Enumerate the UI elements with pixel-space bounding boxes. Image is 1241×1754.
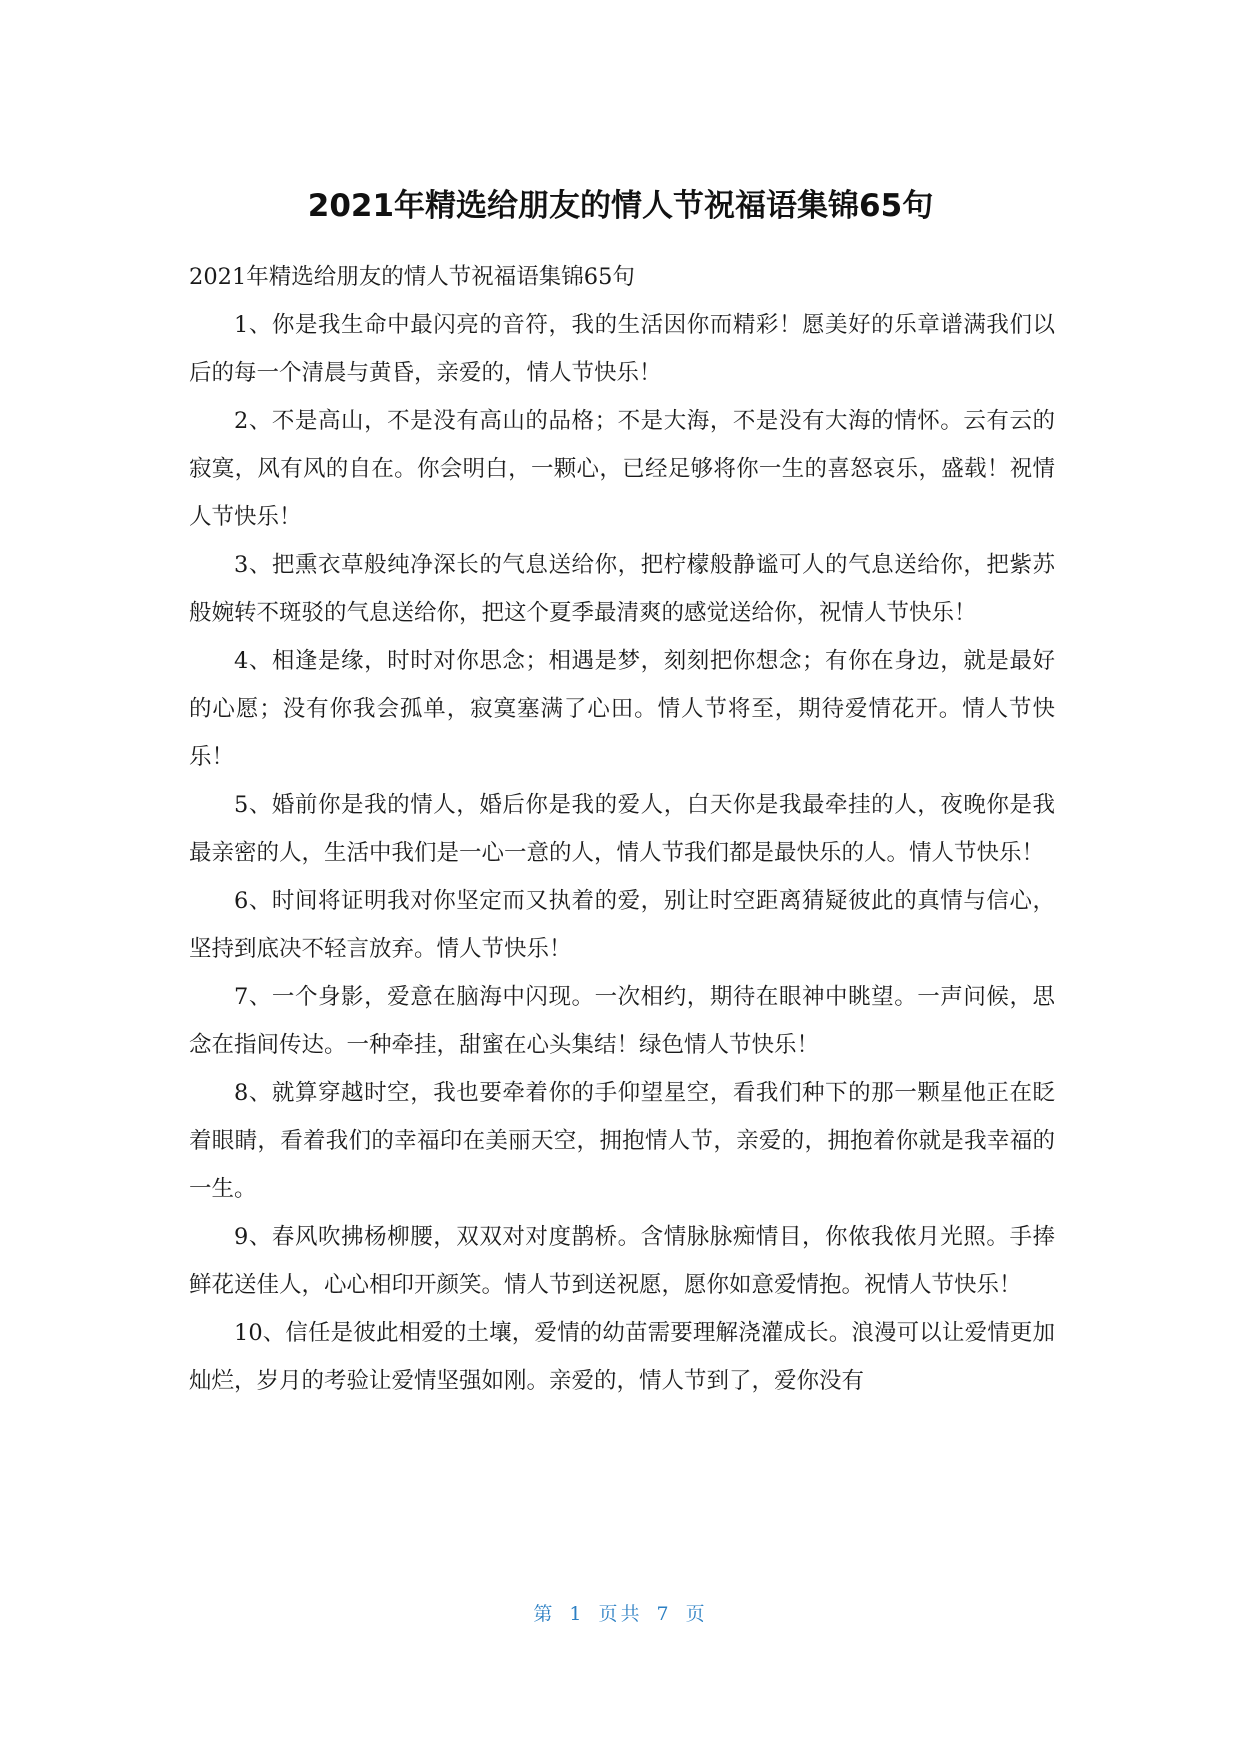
paragraph: 9、春风吹拂杨柳腰，双双对对度鹊桥。含情脉脉痴情目，你侬我侬月光照。手捧鲜花送佳人，心心相印开颜笑。情人节到送祝愿，愿你如意爱情抱。祝情人节快乐！ (189, 1224, 1055, 1298)
paragraph: 1、你是我生命中最闪亮的音符，我的生活因你而精彩！愿美好的乐章谱满我们以后的每一个清晨与黄昏，亲爱的，情人节快乐！ (189, 312, 1055, 386)
paragraph: 10、信任是彼此相爱的土壤，爱情的幼苗需要理解浇灌成长。浪漫可以让爱情更加灿烂，岁月的考验让爱情坚强如刚。亲爱的，情人节到了，爱你没有 (189, 1320, 1055, 1394)
document-subtitle: 2021年精选给朋友的情人节祝福语集锦65句 (189, 264, 635, 290)
page-footer (0, 1600, 1241, 1628)
footer-prefix: 第 (533, 1603, 556, 1625)
paragraph: 6、时间将证明我对你坚定而又执着的爱，别让时空距离猜疑彼此的真情与信心，坚持到底决不轻言放弃。情人节快乐！ (189, 888, 1055, 962)
document-body (189, 253, 1055, 1405)
document-title: 2021年精选给朋友的情人节祝福语集锦65句 (307, 188, 934, 224)
paragraph: 7、一个身影，爱意在脑海中闪现。一次相约，期待在眼神中眺望。一声问候，思念在指间传达。一种牵挂，甜蜜在心头集结！绿色情人节快乐！ (189, 984, 1055, 1058)
footer-suffix: 页 (685, 1603, 708, 1625)
footer-page-number: 1 (569, 1603, 585, 1625)
paragraph: 3、把熏衣草般纯净深长的气息送给你，把柠檬般静谧可人的气息送给你，把紫苏般婉转不斑驳的气息送给你，把这个夏季最清爽的感觉送给你，祝情人节快乐！ (189, 552, 1055, 626)
paragraph: 2、不是高山，不是没有高山的品格；不是大海，不是没有大海的情怀。云有云的寂寞，风有风的自在。你会明白，一颗心，已经足够将你一生的喜怒哀乐，盛载！祝情人节快乐！ (189, 408, 1055, 530)
footer-middle: 页共 (598, 1603, 643, 1625)
paragraph: 5、婚前你是我的情人，婚后你是我的爱人，白天你是我最牵挂的人，夜晚你是我最亲密的人，生活中我们是一心一意的人，情人节我们都是最快乐的人。情人节快乐！ (189, 792, 1055, 866)
footer-total-pages: 7 (656, 1603, 672, 1625)
paragraph: 4、相逢是缘，时时对你思念；相遇是梦，刻刻把你想念；有你在身边，就是最好的心愿；没有你我会孤单，寂寞塞满了心田。情人节将至，期待爱情花开。情人节快乐！ (189, 648, 1055, 770)
paragraph: 8、就算穿越时空，我也要牵着你的手仰望星空，看我们种下的那一颗星他正在眨着眼睛，看着我们的幸福印在美丽天空，拥抱情人节，亲爱的，拥抱着你就是我幸福的一生。 (189, 1080, 1055, 1202)
